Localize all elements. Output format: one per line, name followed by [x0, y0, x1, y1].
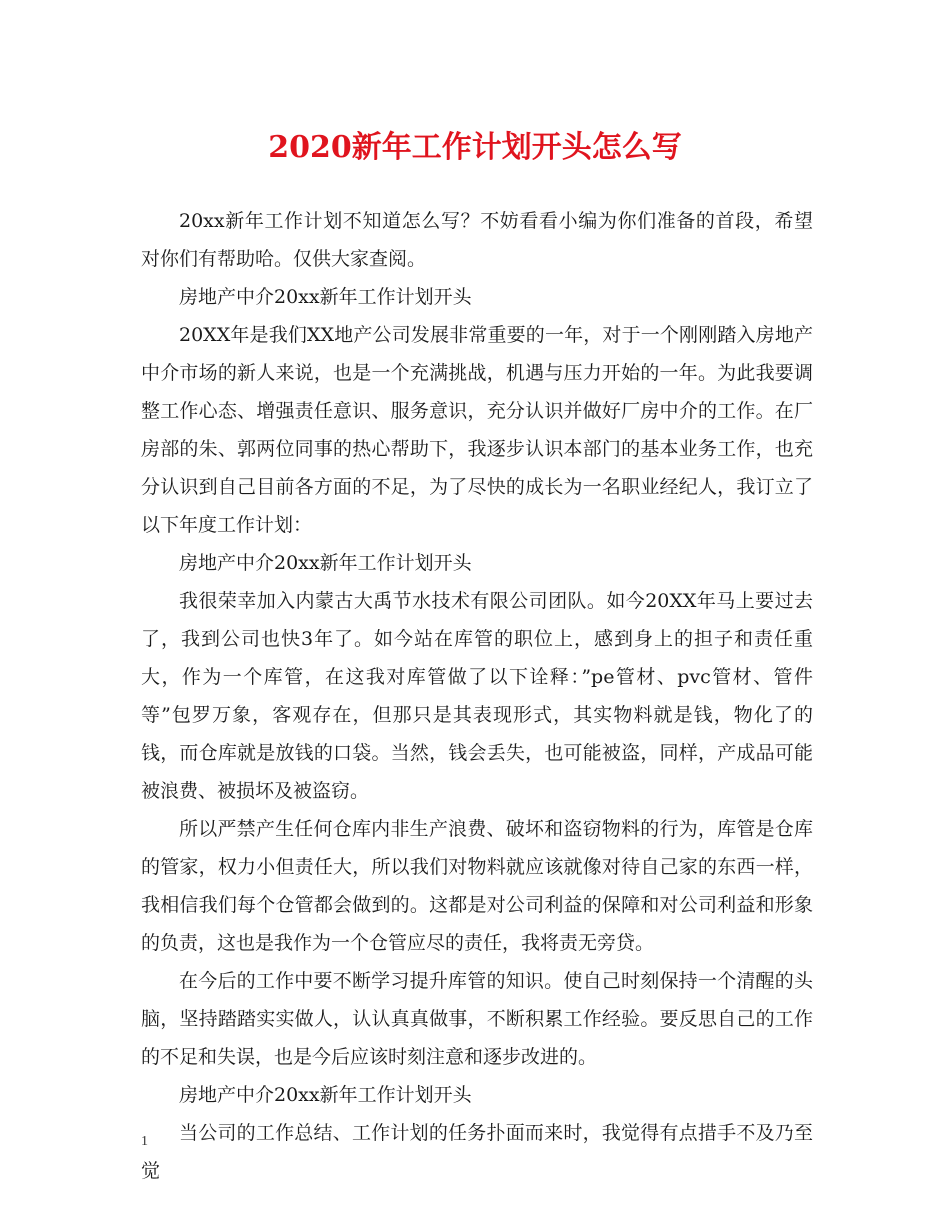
section-heading: 房地产中介20xx新年工作计划开头 — [179, 1084, 472, 1106]
section-heading: 房地产中介20xx新年工作计划开头 — [179, 552, 472, 574]
document-title: 2020新年工作计划开头怎么写 — [268, 130, 682, 165]
section-heading: 房地产中介20xx新年工作计划开头 — [179, 286, 472, 308]
body-paragraph: 我很荣幸加入内蒙古大禹节水技术有限公司团队。如今20XX年马上要过去了，我到公司也快3年了。如今站在库管的职位上，感到身上的担子和责任重大，作为一个库管，在这我对库管做了以下诠释：”pe管材、pvc管材、管件等”包罗万象，客观存在，但那只是其表现形式，其实物料就是钱，物化了的钱，而仓库就是放钱的口袋。当然，钱会丢失，也可能被盗，同样，产成品可能被浪费、被损坏及被盗窃。 — [141, 590, 813, 802]
page-number: 1 — [141, 1134, 148, 1149]
document-body — [141, 202, 813, 1190]
body-paragraph: 在今后的工作中要不断学习提升库管的知识。使自己时刻保持一个清醒的头脑，坚持踏踏实实做人，认认真真做事，不断积累工作经验。要反思自己的工作的不足和失误，也是今后应该时刻注意和逐步改进的。 — [141, 970, 813, 1068]
body-paragraph: 20XX年是我们XX地产公司发展非常重要的一年，对于一个刚刚踏入房地产中介市场的新人来说，也是一个充满挑战，机遇与压力开始的一年。为此我要调整工作心态、增强责任意识、服务意识，充分认识并做好厂房中介的工作。在厂房部的朱、郭两位同事的热心帮助下，我逐步认识本部门的基本业务工作，也充分认识到自己目前各方面的不足，为了尽快的成长为一名职业经纪人，我订立了以下年度工作计划： — [141, 324, 813, 536]
body-paragraph: 当公司的工作总结、工作计划的任务扑面而来时，我觉得有点措手不及乃至觉 — [141, 1122, 813, 1182]
intro-paragraph: 20xx新年工作计划不知道怎么写？不妨看看小编为你们准备的首段，希望对你们有帮助哈。仅供大家查阅。 — [141, 210, 813, 270]
body-paragraph: 所以严禁产生任何仓库内非生产浪费、破坏和盗窃物料的行为，库管是仓库的管家，权力小但责任大，所以我们对物料就应该就像对待自己家的东西一样，我相信我们每个仓管都会做到的。这都是对公司利益的保障和对公司利益和形象的负责，这也是我作为一个仓管应尽的责任，我将责无旁贷。 — [141, 818, 813, 954]
